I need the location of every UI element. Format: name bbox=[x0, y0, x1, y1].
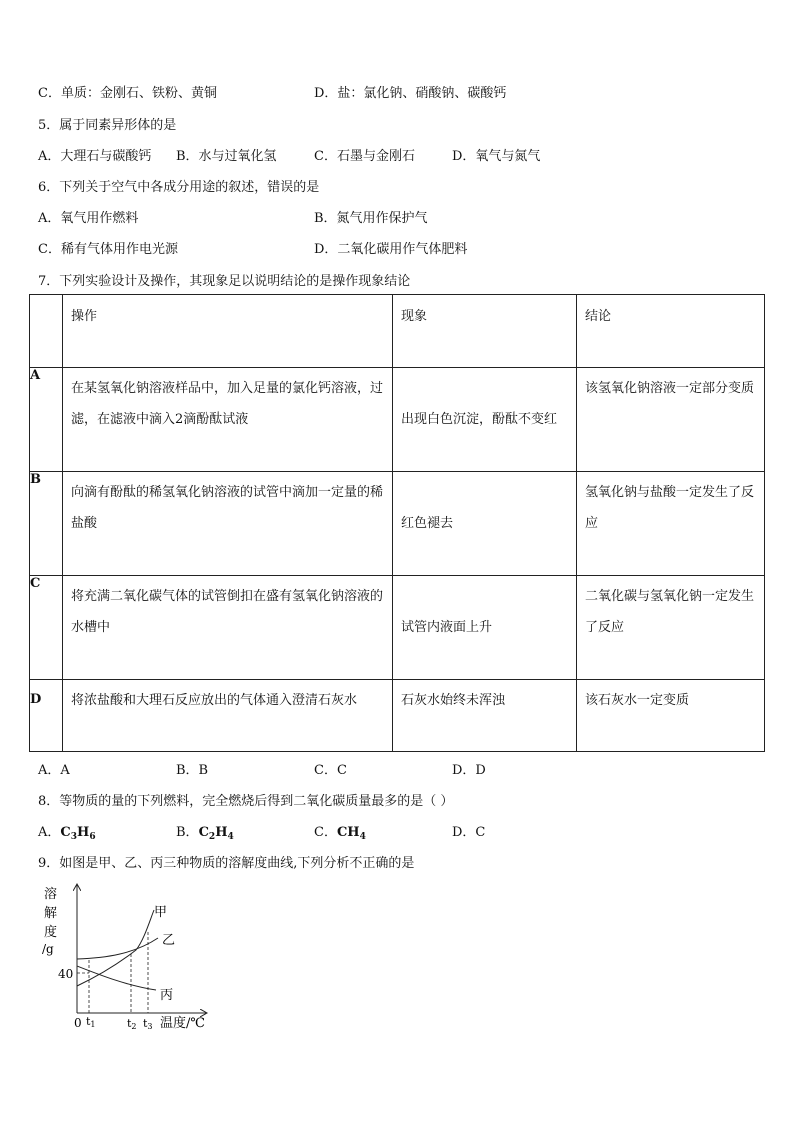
series-label-jia: 甲 bbox=[154, 905, 168, 920]
table-header-row bbox=[30, 295, 765, 368]
y-tick-label: 40 bbox=[58, 967, 74, 981]
q6-option-c: C．稀有气体用作电光源 bbox=[38, 242, 178, 257]
q7-stem: 7．下列实验设计及操作，其现象足以说明结论的是操作现象结论 bbox=[38, 274, 411, 289]
row-operation: 在某氢氧化钠溶液样品中，加入足量的氯化钙溶液，过滤，在滤液中滴入2滴酚酞试液 bbox=[63, 368, 393, 472]
series-label-bing: 丙 bbox=[160, 988, 174, 1003]
x-tick-t1: t1 bbox=[86, 1015, 96, 1029]
q4-option-d: D．盐：氯化钠、硝酸钠、碳酸钙 bbox=[314, 86, 507, 101]
q5-option-d: D．氧气与氮气 bbox=[452, 149, 541, 164]
q7-option-d: D．D bbox=[452, 763, 486, 778]
table-row bbox=[30, 368, 765, 472]
row-label: D bbox=[30, 680, 63, 752]
x-tick-t2: t2 bbox=[127, 1017, 137, 1031]
q8-option-b: B．$C_2H_4$ bbox=[176, 825, 234, 842]
q6-option-d: D．二氧化碳用作气体肥料 bbox=[314, 242, 468, 257]
header-operation: 操作 bbox=[63, 295, 393, 368]
row-conclusion: 二氧化碳与氢氧化钠一定发生了反应 bbox=[577, 576, 765, 680]
row-phenomenon: 试管内液面上升 bbox=[393, 576, 577, 680]
q7-option-c: C．C bbox=[314, 763, 347, 778]
q5-option-c: C．石墨与金刚石 bbox=[314, 149, 415, 164]
header-conclusion: 结论 bbox=[577, 295, 765, 368]
solubility-chart bbox=[36, 880, 226, 1035]
row-conclusion: 氢氧化钠与盐酸一定发生了反应 bbox=[577, 472, 765, 576]
q9-stem: 9．如图是甲、乙、丙三种物质的溶解度曲线,下列分析不正确的是 bbox=[38, 856, 415, 871]
q8-option-c: C．$CH_4$ bbox=[314, 825, 366, 842]
row-conclusion: 该氢氧化钠溶液一定部分变质 bbox=[577, 368, 765, 472]
row-phenomenon: 出现白色沉淀，酚酞不变红 bbox=[393, 368, 577, 472]
q6-stem: 6．下列关于空气中各成分用途的叙述，错误的是 bbox=[38, 180, 320, 195]
header-phenomenon: 现象 bbox=[393, 295, 577, 368]
row-label: A bbox=[30, 368, 63, 472]
row-phenomenon: 石灰水始终未浑浊 bbox=[393, 680, 577, 752]
q7-option-b: B．B bbox=[176, 763, 209, 778]
y-axis-label-char: 度 bbox=[44, 925, 58, 940]
experiment-table bbox=[29, 294, 765, 752]
row-label: B bbox=[30, 472, 63, 576]
row-operation: 向滴有酚酞的稀氢氧化钠溶液的试管中滴加一定量的稀盐酸 bbox=[63, 472, 393, 576]
q6-option-a: A．氧气用作燃料 bbox=[38, 211, 139, 226]
q8-stem: 8．等物质的量的下列燃料，完全燃烧后得到二氧化碳质量最多的是（ ） bbox=[38, 794, 454, 809]
q7-option-a: A．A bbox=[38, 763, 70, 778]
y-axis-label-char: 解 bbox=[44, 906, 58, 921]
row-operation: 将充满二氧化碳气体的试管倒扣在盛有氢氧化钠溶液的水槽中 bbox=[63, 576, 393, 680]
q5-option-b: B．水与过氧化氢 bbox=[176, 149, 277, 164]
y-axis-label-char: 溶 bbox=[44, 887, 58, 902]
q5-stem: 5．属于同素异形体的是 bbox=[38, 118, 177, 133]
x-tick-t3: t3 bbox=[143, 1017, 153, 1031]
q8-option-d: D．C bbox=[452, 825, 486, 840]
table-row bbox=[30, 472, 765, 576]
series-yi-curve bbox=[77, 938, 158, 959]
row-conclusion: 该石灰水一定变质 bbox=[577, 680, 765, 752]
series-jia-curve bbox=[77, 910, 154, 986]
table-row bbox=[30, 680, 765, 752]
header-empty-cell bbox=[30, 295, 63, 368]
row-label: C bbox=[30, 576, 63, 680]
table-row bbox=[30, 576, 765, 680]
row-operation: 将浓盐酸和大理石反应放出的气体通入澄清石灰水 bbox=[63, 680, 393, 752]
q5-option-a: A．大理石与碳酸钙 bbox=[38, 149, 152, 164]
origin-label: 0 bbox=[74, 1016, 82, 1030]
q8-option-a: A．$C_3H_6$ bbox=[38, 825, 96, 842]
q4-option-c: C．单质：金刚石、铁粉、黄铜 bbox=[38, 86, 217, 101]
q6-option-b: B．氮气用作保护气 bbox=[314, 211, 428, 226]
y-axis-label-char: /g bbox=[42, 942, 54, 956]
x-axis-label: 温度/℃ bbox=[160, 1016, 205, 1031]
row-phenomenon: 红色褪去 bbox=[393, 472, 577, 576]
series-label-yi: 乙 bbox=[162, 933, 176, 948]
